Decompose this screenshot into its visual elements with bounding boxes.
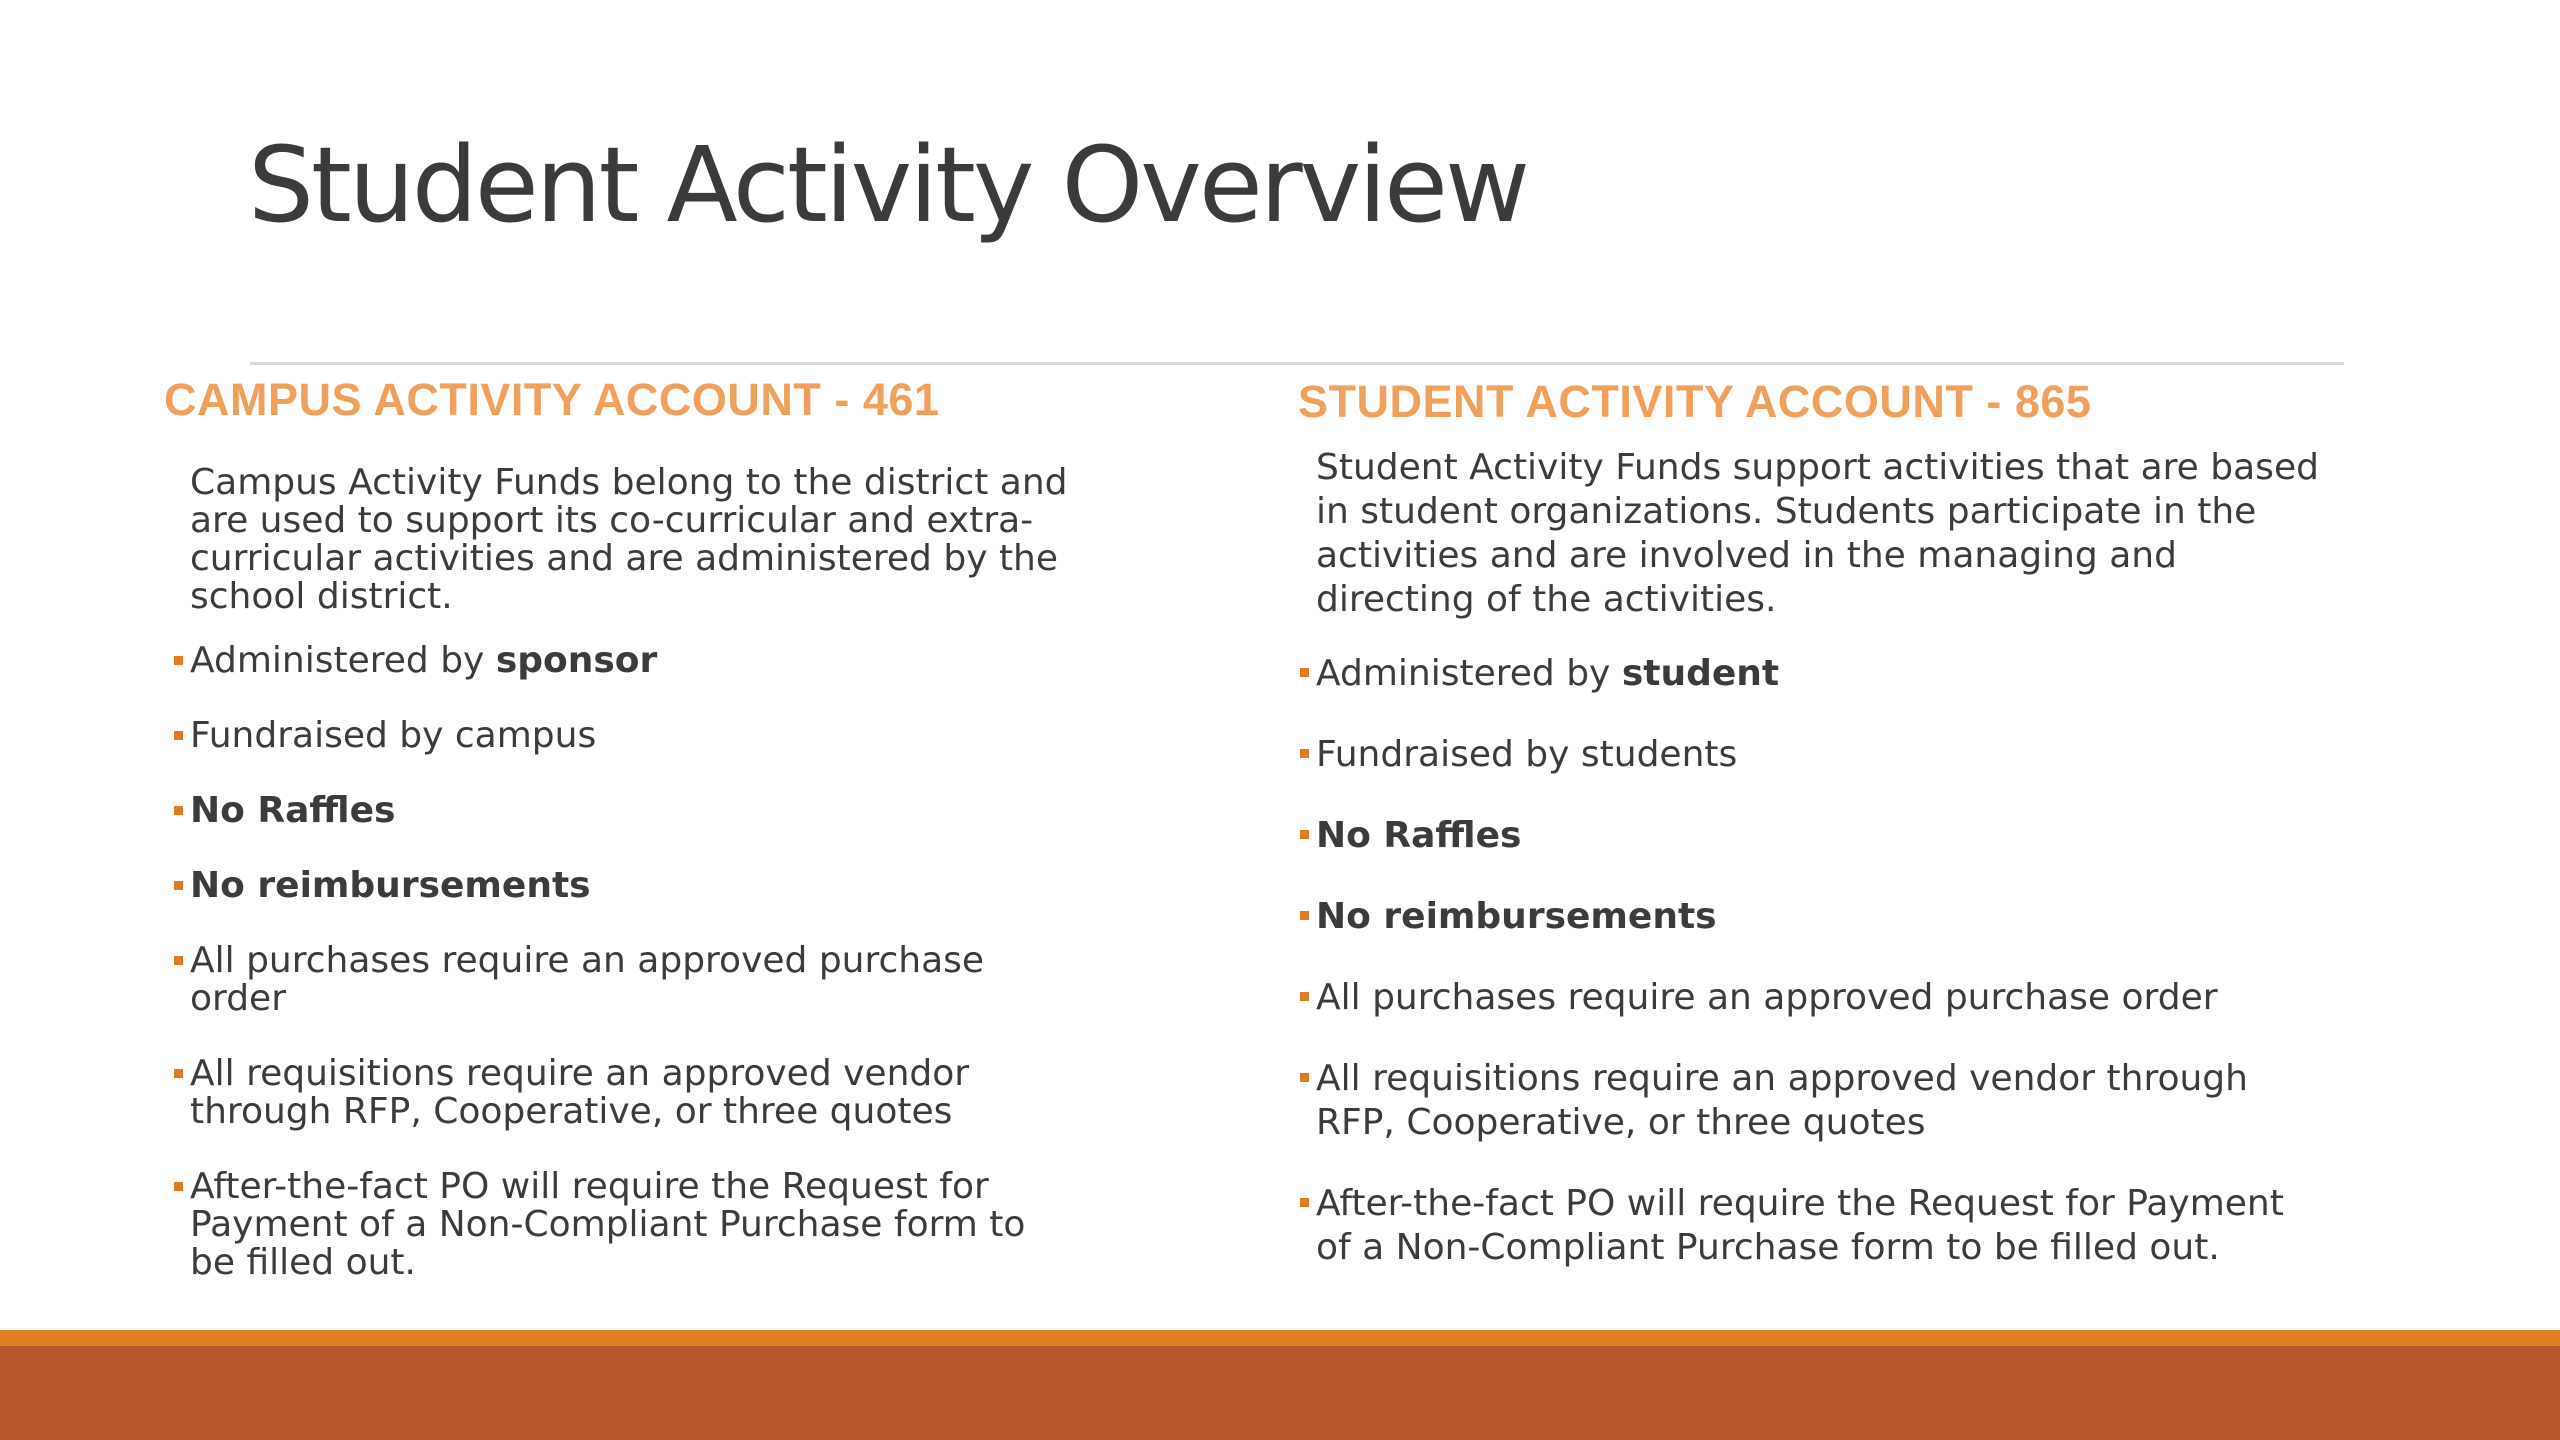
bullet-line: be filled out. [190,1242,416,1283]
bullet-requisitions [164,1055,1104,1131]
footer-accent-band [0,1330,2560,1346]
campus-activity-heading: CAMPUS ACTIVITY ACCOUNT - 461 [164,374,940,425]
bullet-text: Administered by [1316,653,1622,694]
bullet-no-reimbursements [1298,895,2358,939]
bullet-marker-icon [1300,1198,1309,1207]
bullet-line: All purchases require an approved purchase [190,940,985,981]
bullet-marker-icon [1300,830,1309,839]
bullet-marker-icon [174,1069,183,1078]
student-activity-intro [1316,446,2358,622]
bullet-line: of a Non-Compliant Purchase form to be filled out. [1316,1227,2220,1268]
intro-line: curricular activities and are administered by the [190,538,1059,579]
bullet-line: Payment of a Non-Compliant Purchase form to [190,1204,1026,1245]
bullet-text: Administered by [190,640,496,681]
bullet-no-reimbursements [164,867,1104,905]
bullet-marker-icon [174,956,183,965]
intro-line: Campus Activity Funds belong to the district and [190,462,1068,503]
bullet-bold-text: No reimbursements [1316,896,1717,937]
bullet-after-the-fact-po [1298,1182,2358,1270]
bullet-marker-icon [174,881,183,890]
bullet-bold-text: student [1621,653,1780,694]
bullet-marker-icon [174,731,183,740]
bullet-purchase-order [164,942,1104,1018]
bullet-line: through RFP, Cooperative, or three quotes [190,1091,953,1132]
slide-title: Student Activity Overview [248,124,1528,246]
bullet-fundraised-by [164,717,1104,755]
bullet-marker-icon [174,1182,183,1191]
bullet-line: After-the-fact PO will require the Request for Payment [1316,1183,2284,1224]
intro-line: are used to support its co-curricular and extra- [190,500,1034,541]
bullet-text: Fundraised by students [1316,734,1738,775]
bullet-marker-icon [1300,992,1309,1001]
intro-line: Student Activity Funds support activities that are based [1316,447,2319,488]
bullet-bold-text: No reimbursements [190,865,591,906]
bullet-marker-icon [1300,749,1309,758]
student-activity-bullets [1298,652,2358,1270]
bullet-no-raffles [164,792,1104,830]
bullet-requisitions [1298,1057,2358,1145]
campus-activity-intro [190,464,1104,616]
student-activity-heading: STUDENT ACTIVITY ACCOUNT - 865 [1298,376,2092,427]
campus-activity-column [164,370,1104,1319]
footer-band [0,1346,2560,1440]
bullet-bold-text: No Raffles [190,790,396,831]
intro-line: activities and are involved in the managing and [1316,535,2177,576]
bullet-line: RFP, Cooperative, or three quotes [1316,1102,1926,1143]
bullet-no-raffles [1298,814,2358,858]
bullet-bold-text: No Raffles [1316,815,1522,856]
bullet-purchase-order [1298,976,2358,1020]
bullet-bold-text: sponsor [495,640,658,681]
bullet-line: order [190,978,286,1019]
bullet-marker-icon [1300,911,1309,920]
campus-activity-bullets [164,642,1104,1282]
bullet-line: All requisitions require an approved vendor [190,1053,970,1094]
bullet-line: All requisitions require an approved vendor through [1316,1058,2248,1099]
intro-line: school district. [190,576,453,617]
bullet-marker-icon [174,806,183,815]
bullet-line: All purchases require an approved purchase order [1316,977,2218,1018]
intro-line: in student organizations. Students participate in the [1316,491,2257,532]
bullet-administered-by [164,642,1104,680]
bullet-line: After-the-fact PO will require the Request for [190,1166,989,1207]
title-divider [250,362,2344,365]
bullet-fundraised-by [1298,733,2358,777]
bullet-text: Fundraised by campus [190,715,597,756]
bullet-marker-icon [1300,668,1309,677]
bullet-after-the-fact-po [164,1168,1104,1282]
bullet-administered-by [1298,652,2358,696]
intro-line: directing of the activities. [1316,579,1777,620]
bullet-marker-icon [174,656,183,665]
student-activity-column [1298,370,2358,1307]
bullet-marker-icon [1300,1073,1309,1082]
